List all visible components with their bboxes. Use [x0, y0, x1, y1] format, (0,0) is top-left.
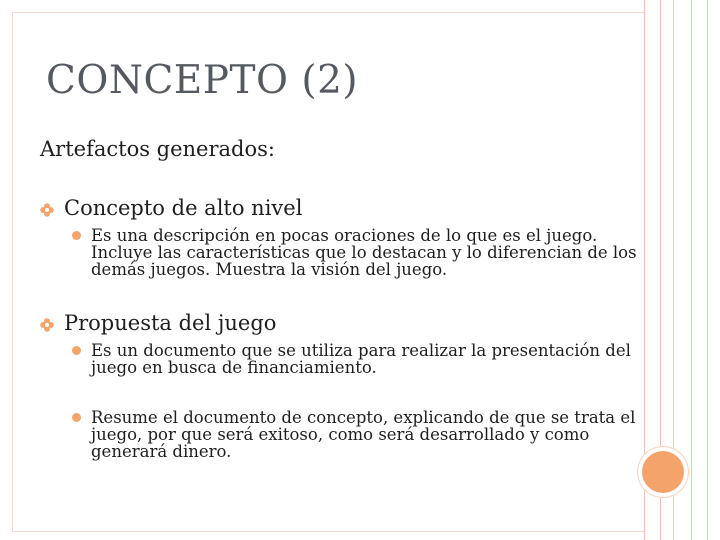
decor-rail-accent — [707, 0, 708, 540]
flower-bullet-icon — [40, 318, 54, 332]
frame-left-line — [12, 12, 13, 532]
dot-bullet-icon — [72, 346, 81, 355]
sub-list-item-text: Es un documento que se utiliza para realizar la presentación del juego en busca de financiamiento. — [91, 341, 631, 377]
flower-bullet-icon — [40, 203, 54, 217]
slide-title: CONCEPTO (2) — [46, 58, 359, 103]
sub-list-item-text: Es una descripción en pocas oraciones de lo que es el juego. Incluye las características que lo destacan y lo diferencian de los demás juegos. Muestra la visión del juego. — [91, 226, 637, 279]
dot-bullet-icon — [72, 231, 81, 240]
sub-list-item-text: Resume el documento de concepto, explicando de que se trata el juego, por que será exitoso, como será desarrollado y como generará dinero. — [91, 408, 636, 461]
frame-top-line — [12, 12, 644, 13]
intro-text: Artefactos generados: — [40, 137, 275, 161]
frame-bottom-line — [12, 531, 644, 532]
list-item-label: Propuesta del juego — [64, 311, 277, 335]
dot-bullet-icon — [72, 413, 81, 422]
list-item-label: Concepto de alto nivel — [64, 196, 303, 220]
decor-circle-icon — [642, 451, 684, 493]
